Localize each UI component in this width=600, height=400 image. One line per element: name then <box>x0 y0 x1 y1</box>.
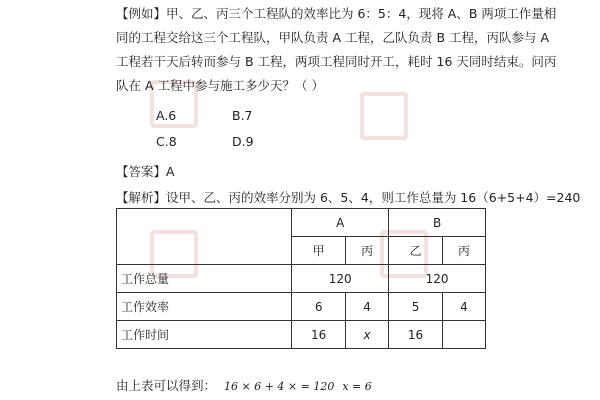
total-b: 120 <box>389 265 486 293</box>
sub-header-yi: 乙 <box>389 237 443 265</box>
option-a[interactable]: A.6 <box>156 108 177 123</box>
eff-bing-a: 4 <box>346 293 389 321</box>
conclusion-text: 由上表可以得到： <box>116 378 217 393</box>
table-row <box>117 265 486 293</box>
watermark-mark-icon <box>360 92 408 140</box>
question-line-3: 工程若干天后转而参与 B 工程，两项工程同时开工，耗时 16 天同时结束。问丙 <box>116 54 557 69</box>
watermark-logo-4 <box>360 92 414 148</box>
row-label-total: 工作总量 <box>117 265 292 293</box>
header-a: A <box>292 209 389 237</box>
table-row <box>117 209 486 237</box>
work-table <box>116 208 486 349</box>
row-label-efficiency: 工作效率 <box>117 293 292 321</box>
conclusion <box>116 376 372 394</box>
eff-bing-b: 4 <box>442 293 485 321</box>
sub-header-jia: 甲 <box>292 237 346 265</box>
time-bing-b <box>442 321 485 349</box>
sub-header-bing-a: 丙 <box>346 237 389 265</box>
table-row <box>117 321 486 349</box>
table-row <box>117 293 486 321</box>
eff-jia: 6 <box>292 293 346 321</box>
question-text <box>116 2 557 98</box>
question-line-2: 同的工程交给这三个工程队，甲队负责 A 工程，乙队负责 B 工程，丙队参与 A <box>116 30 550 45</box>
time-bing-a: x <box>346 321 389 349</box>
option-d[interactable]: D.9 <box>232 134 254 149</box>
option-c[interactable]: C.8 <box>156 134 177 149</box>
option-b[interactable]: B.7 <box>232 108 253 123</box>
time-jia: 16 <box>292 321 346 349</box>
equation-2: x = 6 <box>342 380 372 393</box>
time-yi: 16 <box>389 321 443 349</box>
sub-header-bing-b: 丙 <box>442 237 485 265</box>
eff-yi: 5 <box>389 293 443 321</box>
row-label-time: 工作时间 <box>117 321 292 349</box>
equation-1: 16 × 6 + 4 × = 120 <box>224 380 335 393</box>
table-corner-cell <box>117 209 292 265</box>
total-a: 120 <box>292 265 389 293</box>
analysis-text: 【解析】设甲、乙、丙的效率分别为 6、5、4，则工作总量为 16（6+5+4）=240 <box>116 190 581 205</box>
question-line-1: 【例如】甲、乙、丙三个工程队的效率比为 6：5：4，现将 A、B 两项工作量相 <box>116 6 557 21</box>
question-line-4: 队在 A 工程中参与施工多少天？（ ） <box>116 78 324 93</box>
answer-label: 【答案】A <box>116 164 175 179</box>
header-b: B <box>389 209 486 237</box>
